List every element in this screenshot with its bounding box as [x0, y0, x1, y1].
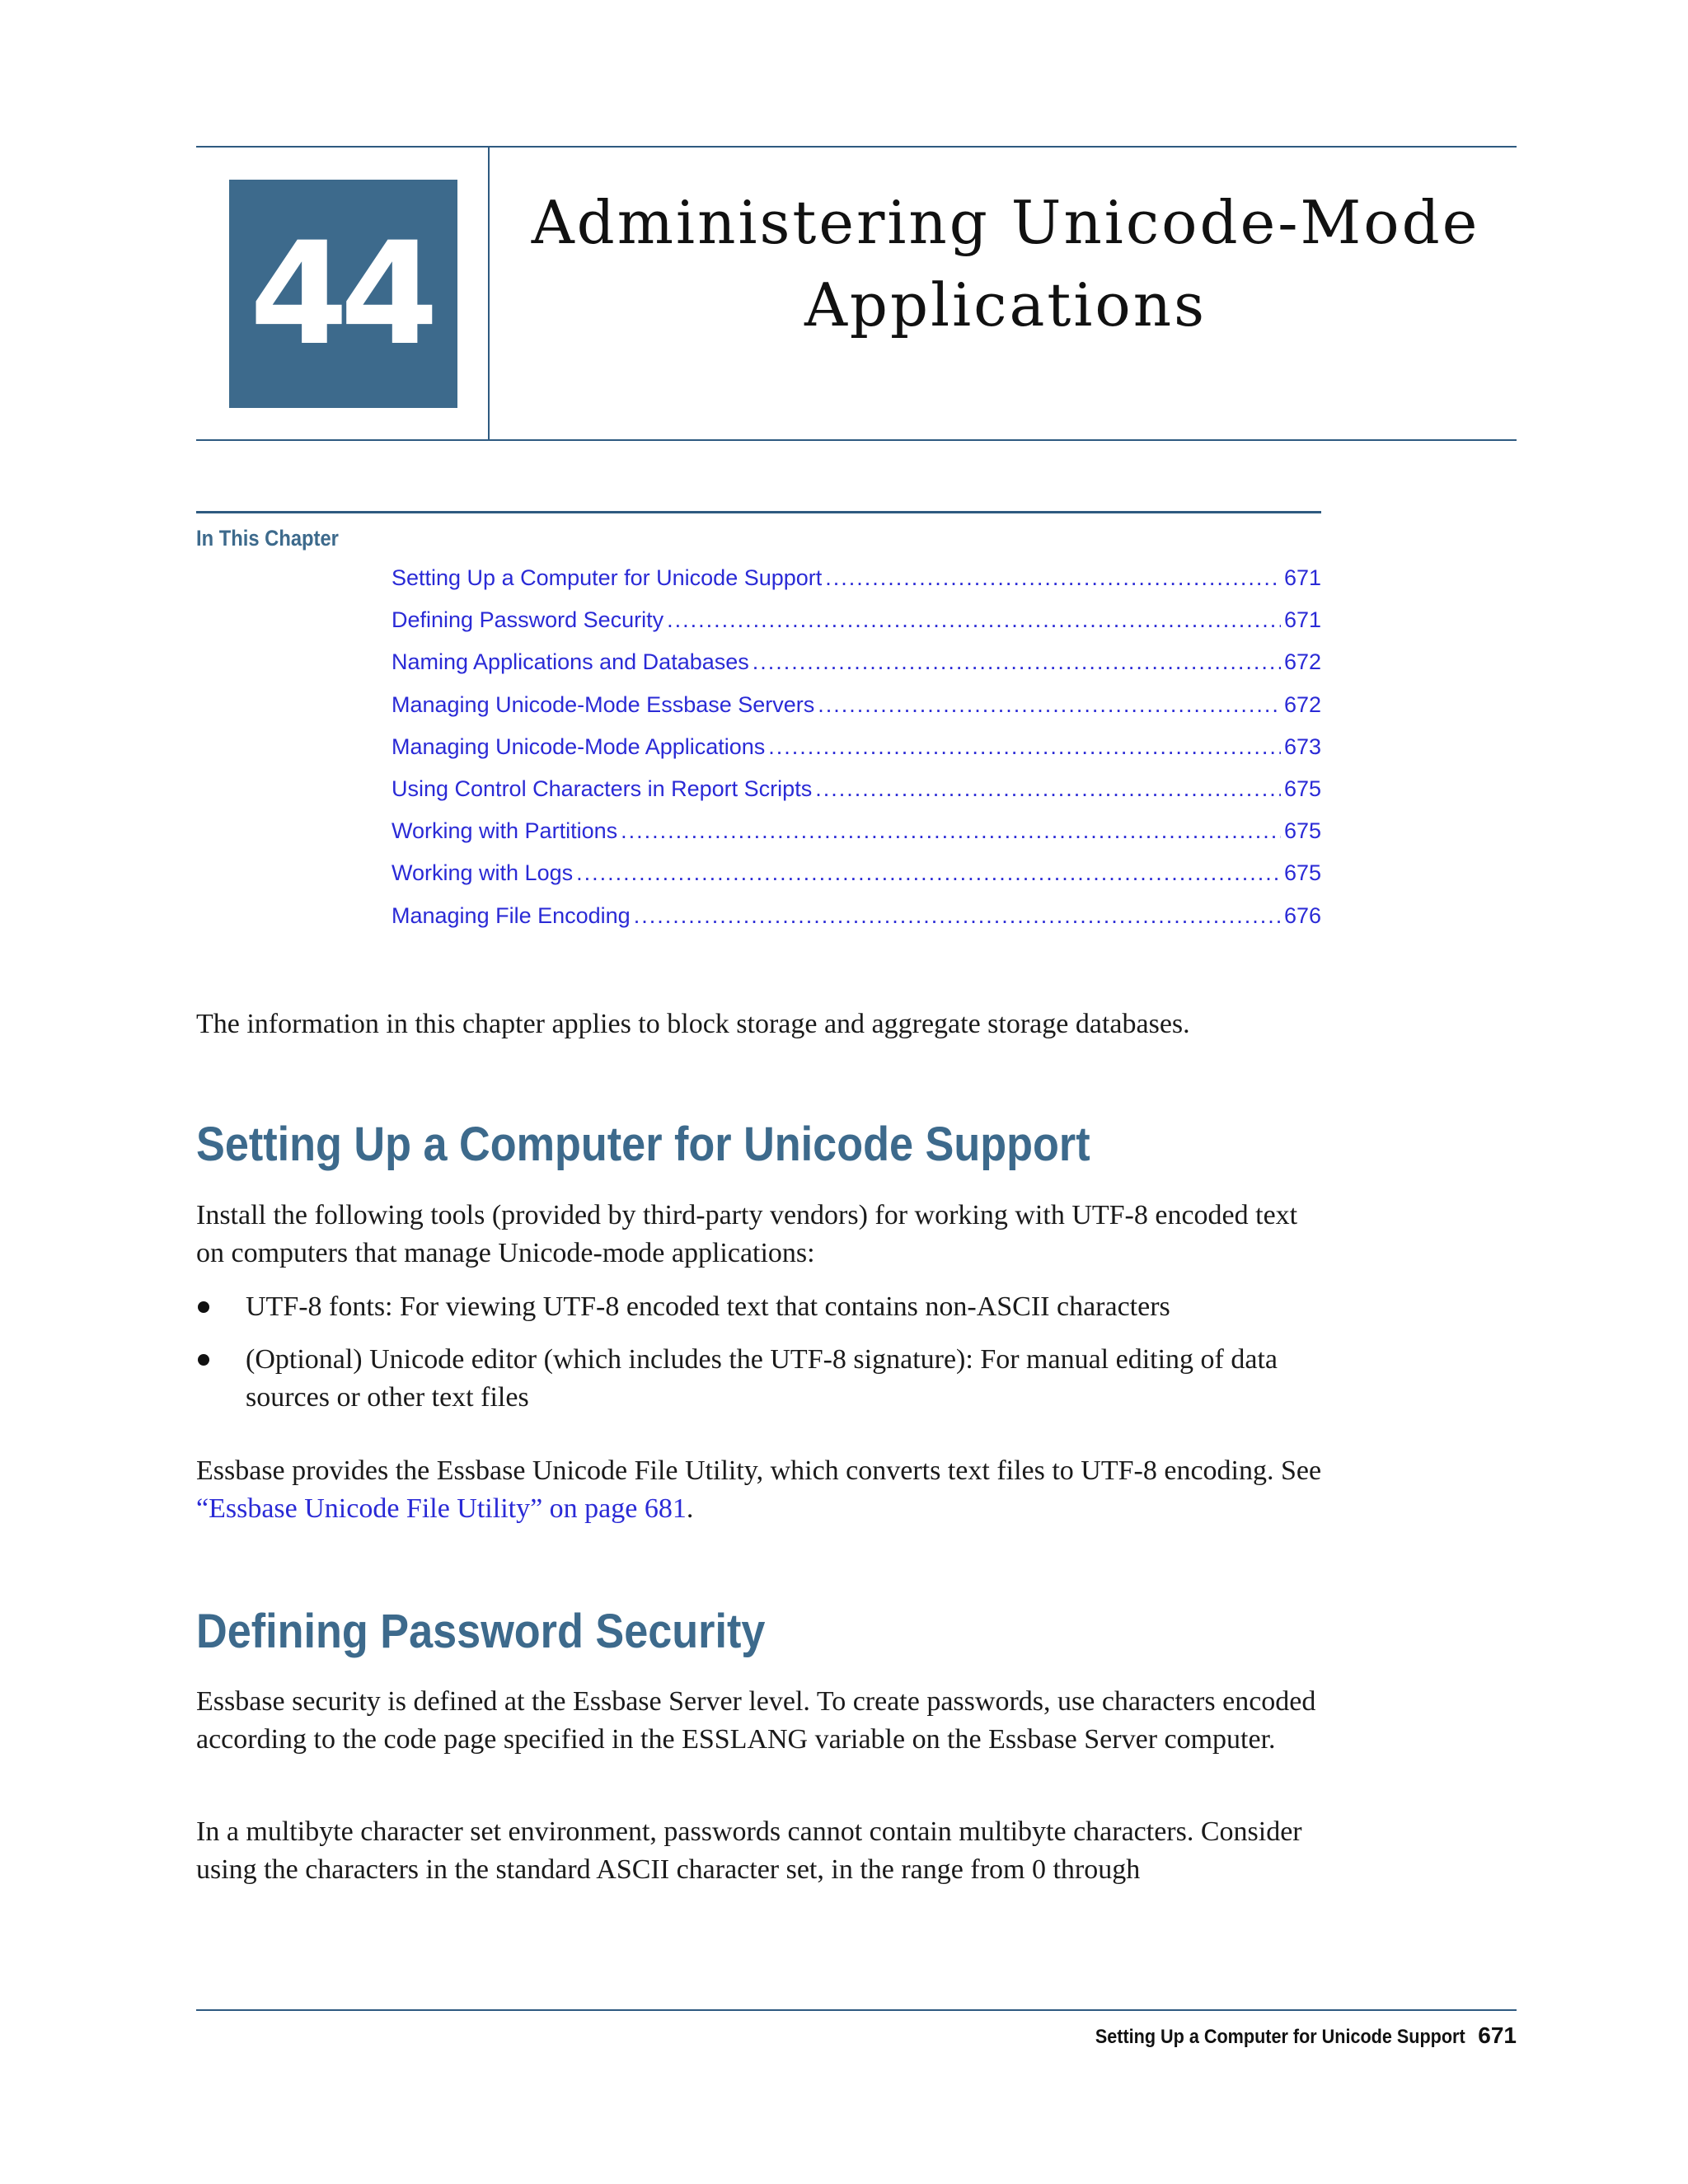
toc-leader-dots — [818, 692, 1281, 718]
section2-paragraph-1: Essbase security is defined at the Essbase Server level. To create passwords, use characters encoded according to the code page specified in the ESSLANG variable on the Essbase Server computer. — [196, 1686, 1316, 1755]
toc-heading: In This Chapter — [196, 526, 339, 551]
toc-leader-dots — [576, 860, 1281, 886]
page-number: 671 — [1478, 2022, 1517, 2048]
toc-item-page: 672 — [1283, 649, 1321, 675]
cross-reference-link[interactable]: “Essbase Unicode File Utility” on page 681 — [196, 1493, 687, 1524]
chapter-title — [495, 181, 1517, 346]
chapter-title-line1: Administering Unicode-Mode — [531, 188, 1480, 257]
chapter-number: 44 — [229, 180, 457, 408]
toc-leader-dots — [667, 607, 1281, 633]
toc-item[interactable] — [392, 903, 1321, 945]
toc-item-label: Managing Unicode-Mode Essbase Servers — [392, 691, 815, 717]
toc-item-label: Managing File Encoding — [392, 902, 631, 928]
bullet-dot-icon — [198, 1354, 209, 1366]
toc-item-page: 676 — [1283, 902, 1321, 928]
toc-item[interactable] — [392, 734, 1321, 776]
page-footer — [1054, 2022, 1517, 2049]
toc-item-label: Working with Partitions — [392, 818, 618, 844]
toc-item-label: Working with Logs — [392, 860, 574, 886]
toc-item[interactable] — [392, 649, 1321, 691]
section2-paragraph-2: In a multibyte character set environment, passwords cannot contain multibyte characters. Consider using the characters in the standard ASCII character set, in the range from 0 through — [196, 1816, 1302, 1885]
toc-item[interactable] — [392, 565, 1321, 607]
toc-item[interactable] — [392, 776, 1321, 818]
section1-paragraph: Install the following tools (provided by third-party vendors) for working with UTF-8 encoded text on computers that manage Unicode-mode applications: — [196, 1200, 1298, 1268]
section-heading: Defining Password Security — [196, 1605, 766, 1658]
section1-paragraph-2: Essbase provides the Essbase Unicode File Utility, which converts text files to UTF-8 encoding. See “Essbase Unicode File Utility” on page 681. — [196, 1455, 1322, 1524]
toc-leader-dots — [768, 734, 1281, 760]
toc-item-label: Defining Password Security — [392, 607, 664, 633]
toc-leader-dots — [753, 649, 1281, 675]
toc-leader-dots — [825, 565, 1281, 591]
toc-item[interactable] — [392, 692, 1321, 734]
section-heading: Setting Up a Computer for Unicode Support — [196, 1118, 1090, 1171]
bullet-dot-icon — [198, 1301, 209, 1313]
toc-leader-dots — [621, 818, 1281, 844]
toc-leader-dots — [634, 903, 1281, 929]
toc-leader-dots — [815, 776, 1281, 802]
toc-item[interactable] — [392, 818, 1321, 860]
header-vertical-rule — [488, 146, 490, 441]
bullet-list — [196, 1288, 1325, 1417]
toc-item-page: 675 — [1283, 860, 1321, 886]
toc-item-label: Setting Up a Computer for Unicode Support — [392, 565, 823, 590]
toc-item-page: 675 — [1283, 776, 1321, 801]
toc-item[interactable] — [392, 607, 1321, 649]
toc-item-page: 672 — [1283, 691, 1321, 717]
toc-top-rule — [196, 511, 1321, 513]
chapter-title-line2: Applications — [804, 270, 1207, 340]
footer-rule — [196, 2009, 1517, 2011]
toc-item-page: 671 — [1283, 607, 1321, 633]
toc-list — [392, 565, 1321, 945]
toc-item[interactable] — [392, 860, 1321, 902]
header-bottom-rule — [196, 439, 1517, 441]
toc-item-page: 675 — [1283, 818, 1321, 844]
header-top-rule — [196, 146, 1517, 148]
toc-item-label: Naming Applications and Databases — [392, 649, 749, 675]
toc-item-page: 673 — [1283, 733, 1321, 759]
intro-paragraph: The information in this chapter applies to block storage and aggregate storage databases. — [196, 1009, 1190, 1039]
toc-item-label: Using Control Characters in Report Scripts — [392, 776, 813, 801]
list-item: UTF-8 fonts: For viewing UTF-8 encoded text that contains non-ASCII characters — [196, 1288, 1325, 1326]
toc-item-label: Managing Unicode-Mode Applications — [392, 733, 766, 759]
footer-title: Setting Up a Computer for Unicode Support — [1095, 2026, 1465, 2048]
list-item: (Optional) Unicode editor (which includes the UTF-8 signature): For manual editing of data sources or other text files — [196, 1341, 1325, 1417]
toc-item-page: 671 — [1283, 565, 1321, 590]
